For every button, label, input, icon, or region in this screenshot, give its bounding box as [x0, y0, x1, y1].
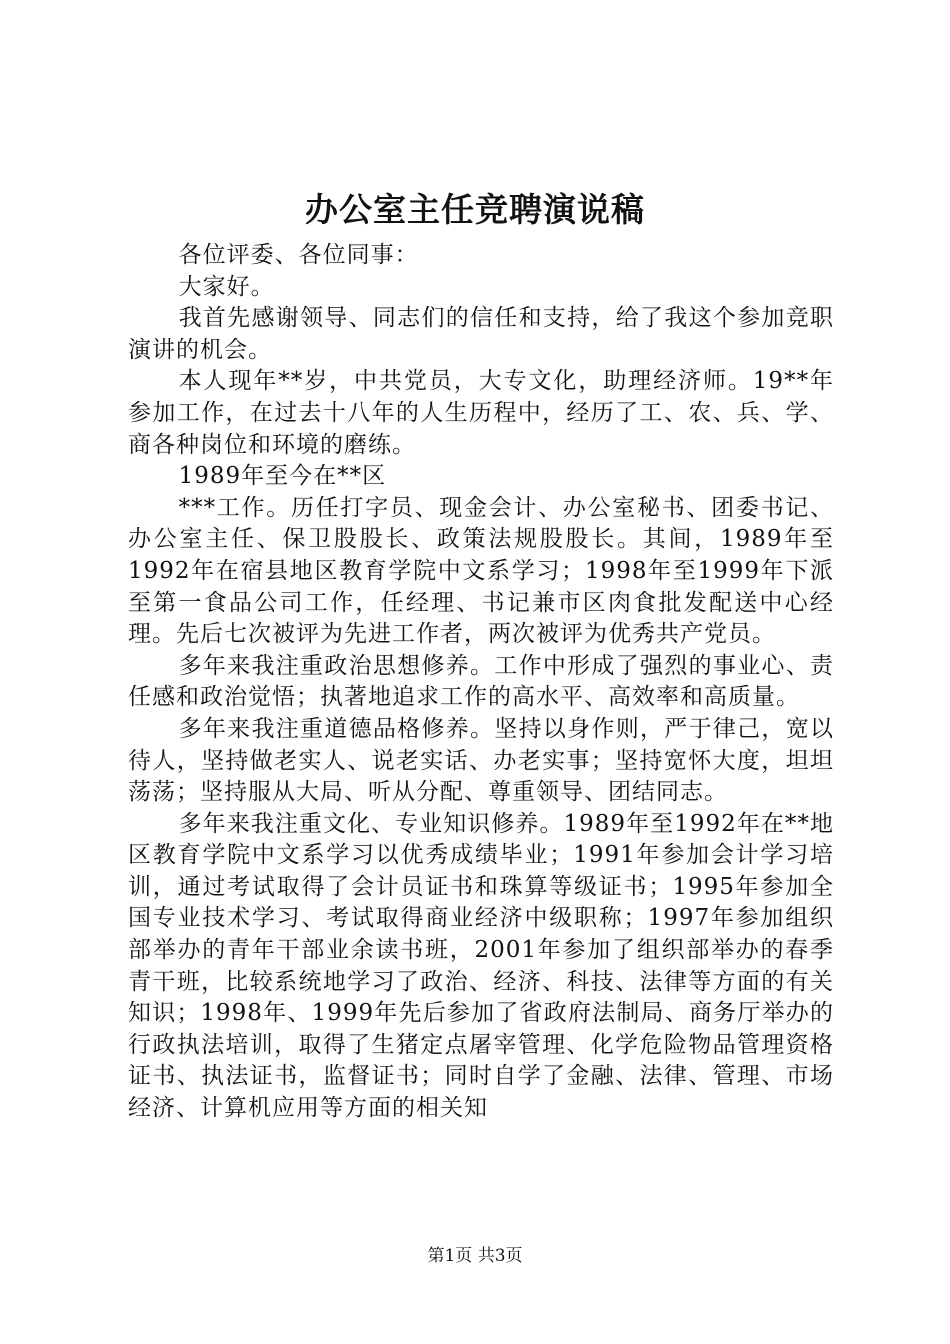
paragraph-salutation: 各位评委、各位同事： [178, 242, 419, 268]
paragraph-since-1989: 1989年至今在**区 [178, 463, 387, 490]
paragraph-thanks: 我首先感谢领导、同志们的信任和支持，给了我这个参加竞职演讲的机会。 [128, 305, 834, 363]
paragraph-greeting: 大家好。 [178, 273, 275, 300]
paragraph-education: 多年来我注重文化、专业知识修养。1989年至1992年在**地区教育学院中文系学习以优秀成绩毕业；1991年参加会计学习培训，通过考试取得了会计员证书和珠算等级证书；1995年参加全国专业技术学习、考试取得商业经济中级职称；1997年参加组织部举办的青年干部业余读书班，2001年参加了组织部举办的春季青干班，比较系统地学习了政治、经济、科技、法律等方面的有关知识；1998年、1999年先后参加了省政府法制局、商务厅举办的行政执法培训，取得了生猪定点屠宰管理、化学危险物品管理资格证书、执法证书，监督证书；同时自学了金融、法律、管理、市场经济、计算机应用等方面的相关知 [128, 810, 834, 1122]
paragraph-work-history: ***工作。历任打字员、现金会计、办公室秘书、团委书记、办公室主任、保卫股股长、政策法规股股长。其间，1989年至1992年在宿县地区教育学院中文系学习；1998年至1999年下派至第一食品公司工作，任经理、书记兼市区肉食批发配送中心经理。先后七次被评为先进工作者，两次被评为优秀共产党员。 [128, 494, 834, 648]
paragraph-moral: 多年来我注重道德品格修养。坚持以身作则，严于律己，宽以待人，坚持做老实人、说老实话、办老实事；坚持宽怀大度，坦坦荡荡；坚持服从大局、听从分配、尊重领导、团结同志。 [128, 715, 834, 806]
paragraph-political: 多年来我注重政治思想修养。工作中形成了强烈的事业心、责任感和政治觉悟；执著地追求工作的高水平、高效率和高质量。 [128, 652, 834, 711]
paragraph-self-intro: 本人现年**岁，中共党员，大专文化，助理经济师。19**年参加工作，在过去十八年的人生历程中，经历了工、农、兵、学、商各种岗位和环境的磨练。 [128, 368, 834, 458]
document-title: 办公室主任竞聘演说稿 [305, 190, 645, 229]
document-body [128, 240, 834, 1125]
page-footer: 第1页 共3页 [427, 1246, 523, 1266]
